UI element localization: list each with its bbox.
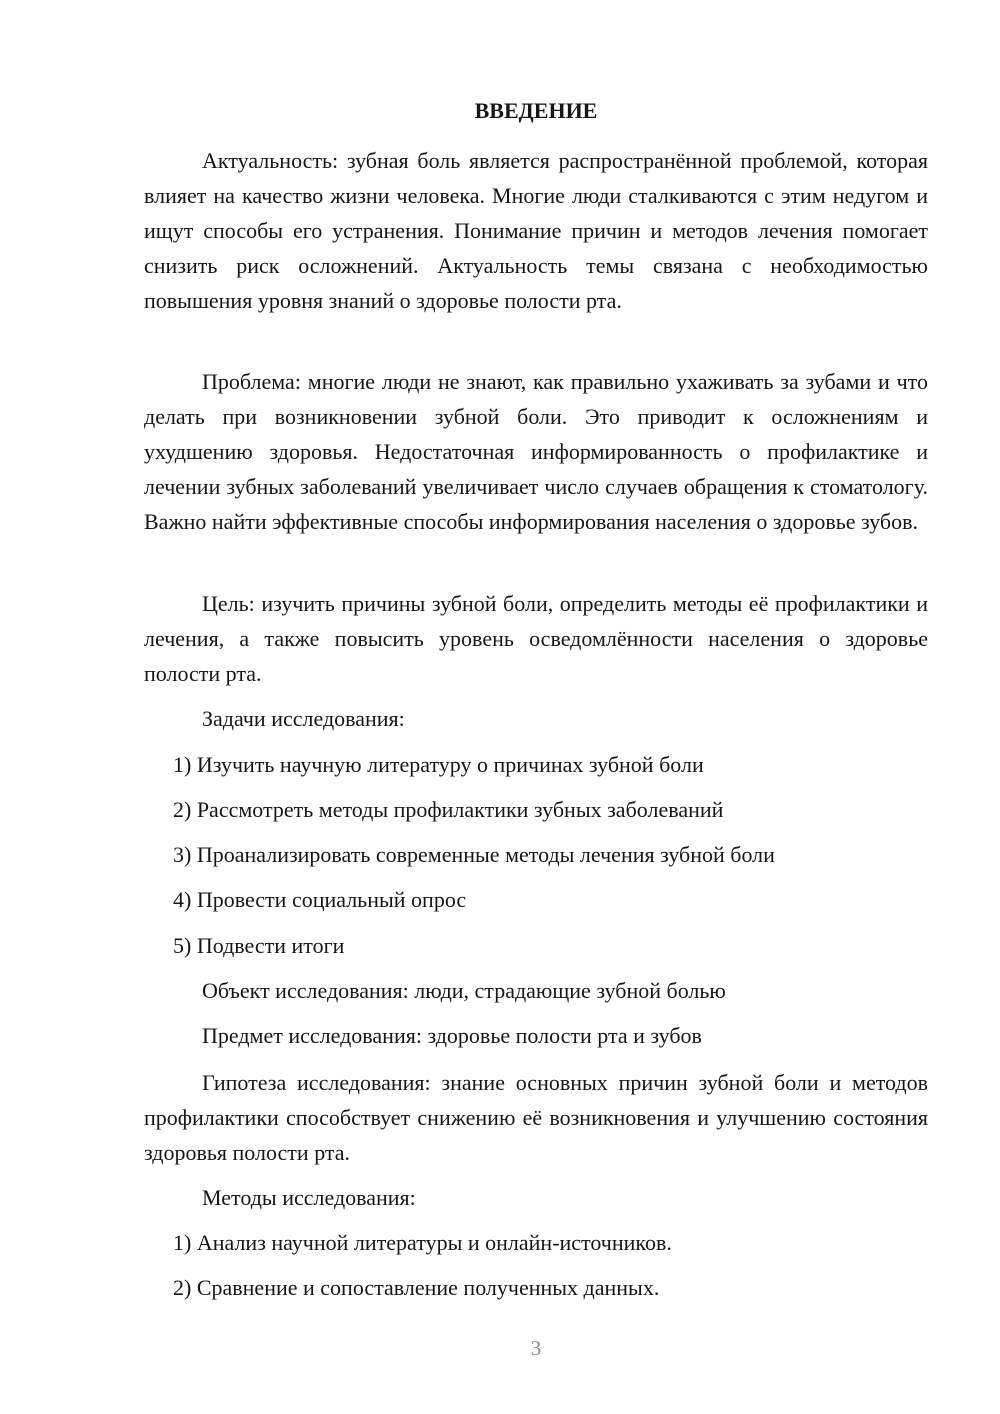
relevance-paragraph: Актуальность: зубная боль является распространённой проблемой, которая влияет на качество жизни человека. Многие люди сталкиваются с этим недугом и ищут способы его устранения. Понимание причин и методов лечения помогает снизить риск осложнений. Актуальность темы связана с необходимостью повышения уровня знаний о здоровье полости рта. bbox=[144, 148, 928, 313]
task-item: 5) Подвести итоги bbox=[173, 933, 345, 958]
task-item: 4) Провести социальный опрос bbox=[173, 887, 467, 912]
page-number: 3 bbox=[530, 1336, 542, 1360]
method-item: 2) Сравнение и сопоставление полученных данных. bbox=[173, 1275, 660, 1300]
task-item: 2) Рассмотреть методы профилактики зубных заболеваний bbox=[173, 797, 724, 822]
tasks-title: Задачи исследования: bbox=[202, 706, 405, 731]
methods-title: Методы исследования: bbox=[202, 1185, 416, 1210]
research-subject: Предмет исследования: здоровье полости рта и зубов bbox=[202, 1023, 702, 1048]
research-object: Объект исследования: люди, страдающие зубной болью bbox=[202, 978, 726, 1003]
method-item: 1) Анализ научной литературы и онлайн-источников. bbox=[173, 1230, 672, 1255]
task-item: 3) Проанализировать современные методы лечения зубной боли bbox=[173, 842, 775, 867]
task-item: 1) Изучить научную литературу о причинах зубной боли bbox=[173, 752, 704, 777]
section-heading: ВВЕДЕНИЕ bbox=[474, 98, 598, 123]
goal-paragraph: Цель: изучить причины зубной боли, определить методы её профилактики и лечения, а также повысить уровень осведомлённости населения о здоровье полости рта. bbox=[144, 591, 928, 686]
problem-paragraph: Проблема: многие люди не знают, как правильно ухаживать за зубами и что делать при возникновении зубной боли. Это приводит к осложнениям и ухудшению здоровья. Недостаточная информированность о профилактике и лечении зубных заболеваний увеличивает число случаев обращения к стоматологу. Важно найти эффективные способы информирования населения о здоровье зубов. bbox=[144, 369, 928, 534]
hypothesis-paragraph: Гипотеза исследования: знание основных причин зубной боли и методов профилактики способствует снижению её возникновения и улучшению состояния здоровья полости рта. bbox=[144, 1070, 928, 1165]
